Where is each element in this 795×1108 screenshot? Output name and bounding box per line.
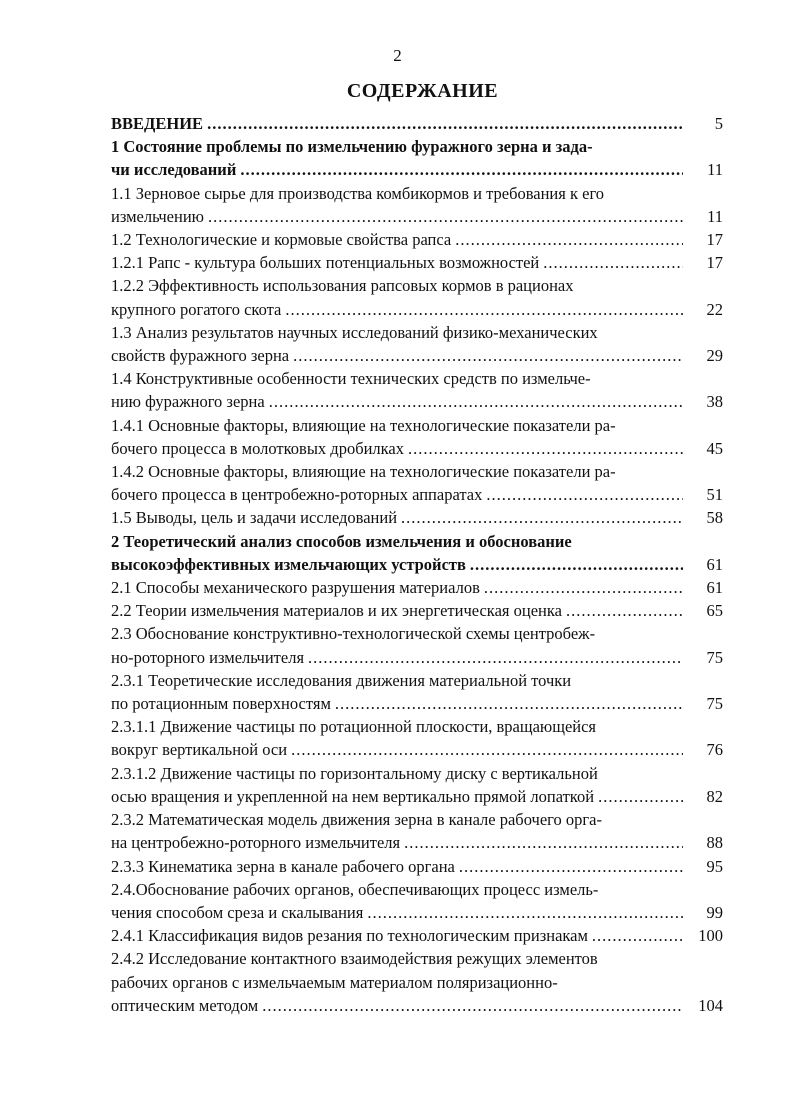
toc-entry: [111, 669, 723, 715]
toc-page-number: 22: [706, 299, 723, 319]
dot-leader: [293, 344, 683, 367]
toc-entry-line: оптическим методом: [111, 995, 259, 1015]
toc-entry-text: [111, 947, 687, 1017]
toc-entry-text: [111, 506, 687, 529]
toc-entry-text: [111, 855, 687, 878]
toc-entry-text: [111, 135, 687, 181]
dot-leader: [484, 576, 683, 599]
toc-entry-line: вокруг вертикальной оси: [111, 740, 288, 760]
toc-entry-text: [111, 576, 687, 599]
toc-entry-line: свойств фуражного зерна: [111, 346, 290, 366]
dot-leader: [335, 692, 683, 715]
toc-entry-text: [111, 112, 687, 135]
toc-entry-text: [111, 530, 687, 576]
toc-entry: [111, 715, 723, 761]
toc-entry-line: на центробежно-роторного измельчителя: [111, 833, 401, 853]
toc-entry-line: 1.3 Анализ результатов научных исследований физико-механических: [111, 322, 598, 342]
toc-page-number: 51: [706, 485, 723, 505]
toc-entry-text: [111, 367, 687, 413]
toc-entry: [111, 414, 723, 460]
toc-entry-line: осью вращения и укрепленной на нем вертикально прямой лопаткой: [111, 786, 595, 806]
dot-leader: [543, 251, 683, 274]
toc-page-number: 104: [698, 995, 723, 1015]
toc-entry-line: 1.2.1 Рапс - культура больших потенциальных возможностей: [111, 253, 540, 273]
toc-entry-line: 2 Теоретический анализ способов измельчения и обоснование: [111, 531, 572, 551]
toc-page-number: 82: [706, 786, 723, 806]
dot-leader: [401, 506, 683, 529]
toc-entry-line: 1 Состояние проблемы по измельчению фуражного зерна и зада-: [111, 137, 593, 157]
toc-entry-text: [111, 715, 687, 761]
toc-page-number: 76: [706, 740, 723, 760]
toc-entry-text: [111, 669, 687, 715]
toc-entry-line: 1.2.2 Эффективность использования рапсовых кормов в рационах: [111, 276, 574, 296]
toc-entry-text: [111, 182, 687, 228]
toc-entry-line: по ротационным поверхностям: [111, 694, 331, 714]
toc-page-number: 45: [706, 438, 723, 458]
toc-entry-line: бочего процесса в молотковых дробилках: [111, 438, 405, 458]
toc-entry-line: 2.3.1.1 Движение частицы по ротационной плоскости, вращающейся: [111, 717, 597, 737]
toc-entry: [111, 460, 723, 506]
toc-entry: [111, 182, 723, 228]
toc-entry: [111, 112, 723, 135]
dot-leader: [408, 437, 683, 460]
toc-entry-text: [111, 599, 687, 622]
toc-entry-line: чения способом среза и скалывания: [111, 902, 364, 922]
toc-page-number: 17: [706, 230, 723, 250]
dot-leader: [598, 785, 683, 808]
toc-entry-line: рабочих органов с измельчаемым материалом поляризационно-: [111, 972, 558, 992]
toc-entry-text: [111, 878, 687, 924]
toc-entry: [111, 924, 723, 947]
toc-entry: [111, 762, 723, 808]
toc-entry-line: чи исследований: [111, 160, 237, 180]
toc-entry-line: 1.2 Технологические и кормовые свойства рапса: [111, 230, 452, 250]
dot-leader: [486, 483, 683, 506]
toc-entry-line: 1.4.2 Основные факторы, влияющие на технологические показатели ра-: [111, 462, 616, 482]
toc-entry: [111, 808, 723, 854]
toc-page-number: 61: [706, 554, 723, 574]
toc-entry: [111, 135, 723, 181]
toc-entry-line: 2.4.1 Классификация видов резания по технологическим признакам: [111, 926, 588, 946]
dot-leader: [262, 994, 683, 1017]
toc-page-number: 11: [707, 206, 723, 226]
toc-entry-line: 1.4 Конструктивные особенности технических средств по измельче-: [111, 369, 591, 389]
dot-leader: [285, 298, 683, 321]
toc-entry: [111, 506, 723, 529]
toc-entry: [111, 947, 723, 1017]
dot-leader: [404, 831, 683, 854]
toc-page-number: 65: [706, 601, 723, 621]
toc-entry: [111, 878, 723, 924]
toc-entry-line: 2.3.1.2 Движение частицы по горизонтальному диску с вертикальной: [111, 763, 598, 783]
toc-page-number: 38: [706, 392, 723, 412]
dot-leader: [455, 228, 683, 251]
toc-page-number: 75: [706, 647, 723, 667]
toc-entry: [111, 228, 723, 251]
toc-entry: [111, 855, 723, 878]
toc-entry-text: [111, 762, 687, 808]
toc-entry: [111, 274, 723, 320]
table-of-contents: [111, 112, 723, 1017]
toc-entry-line: 2.2 Теории измельчения материалов и их энергетическая оценка: [111, 601, 562, 621]
dot-leader: [470, 553, 683, 576]
toc-entry: [111, 576, 723, 599]
toc-title: СОДЕРЖАНИЕ: [346, 80, 499, 102]
toc-page-number: 17: [706, 253, 723, 273]
toc-entry-line: но-роторного измельчителя: [111, 647, 305, 667]
dot-leader: [459, 855, 683, 878]
toc-entry: [111, 599, 723, 622]
toc-page-number: 95: [706, 856, 723, 876]
toc-entry-line: крупного рогатого скота: [111, 299, 282, 319]
toc-entry-line: измельчению: [111, 206, 204, 226]
toc-page-number: 58: [706, 508, 723, 528]
dot-leader: [269, 390, 683, 413]
toc-entry-line: ВВЕДЕНИЕ: [111, 114, 204, 133]
toc-entry-text: [111, 808, 687, 854]
toc-entry-text: [111, 251, 687, 274]
toc-entry-line: 2.1 Способы механического разрушения материалов: [111, 578, 480, 598]
toc-entry-text: [111, 414, 687, 460]
toc-entry: [111, 367, 723, 413]
toc-page-number: 99: [706, 902, 723, 922]
dot-leader: [240, 158, 683, 181]
toc-entry: [111, 321, 723, 367]
dot-leader: [208, 205, 683, 228]
toc-entry-line: 2.3.3 Кинематика зерна в канале рабочего органа: [111, 856, 455, 876]
toc-entry-line: бочего процесса в центробежно-роторных аппаратах: [111, 485, 483, 505]
toc-page-number: 29: [706, 346, 723, 366]
dot-leader: [592, 924, 683, 947]
toc-entry-line: 2.3.2 Математическая модель движения зерна в канале рабочего орга-: [111, 810, 602, 830]
toc-entry-line: нию фуражного зерна: [111, 392, 265, 412]
toc-entry-line: высокоэффективных измельчающих устройств: [111, 554, 466, 574]
toc-entry-text: [111, 622, 687, 668]
toc-entry-text: [111, 274, 687, 320]
toc-entry-line: 2.3.1 Теоретические исследования движения материальной точки: [111, 670, 572, 690]
toc-page-number: 5: [714, 114, 723, 133]
toc-page-number: 11: [707, 160, 723, 180]
toc-entry-line: 2.4.2 Исследование контактного взаимодействия режущих элементов: [111, 949, 598, 969]
toc-page-number: 75: [706, 694, 723, 714]
dot-leader: [308, 646, 683, 669]
toc-page-number: 88: [706, 833, 723, 853]
toc-entry: [111, 530, 723, 576]
dot-leader: [291, 738, 683, 761]
toc-page-number: 61: [706, 578, 723, 598]
toc-entry: [111, 622, 723, 668]
dot-leader: [207, 112, 683, 135]
dot-leader: [566, 599, 683, 622]
toc-entry-text: [111, 460, 687, 506]
toc-entry-text: [111, 924, 687, 947]
page-number: 2: [393, 46, 402, 65]
toc-entry-line: 2.3 Обоснование конструктивно-технологической схемы центробеж-: [111, 624, 596, 644]
toc-entry-line: 1.4.1 Основные факторы, влияющие на технологические показатели ра-: [111, 415, 616, 435]
dot-leader: [367, 901, 683, 924]
toc-entry-text: [111, 228, 687, 251]
toc-entry-line: 1.1 Зерновое сырье для производства комбикормов и требования к его: [111, 183, 605, 203]
toc-entry-line: 1.5 Выводы, цель и задачи исследований: [111, 508, 398, 528]
toc-entry-line: 2.4.Обоснование рабочих органов, обеспечивающих процесс измель-: [111, 879, 599, 899]
toc-entry-text: [111, 321, 687, 367]
toc-page-number: 100: [698, 926, 723, 946]
toc-entry: [111, 251, 723, 274]
